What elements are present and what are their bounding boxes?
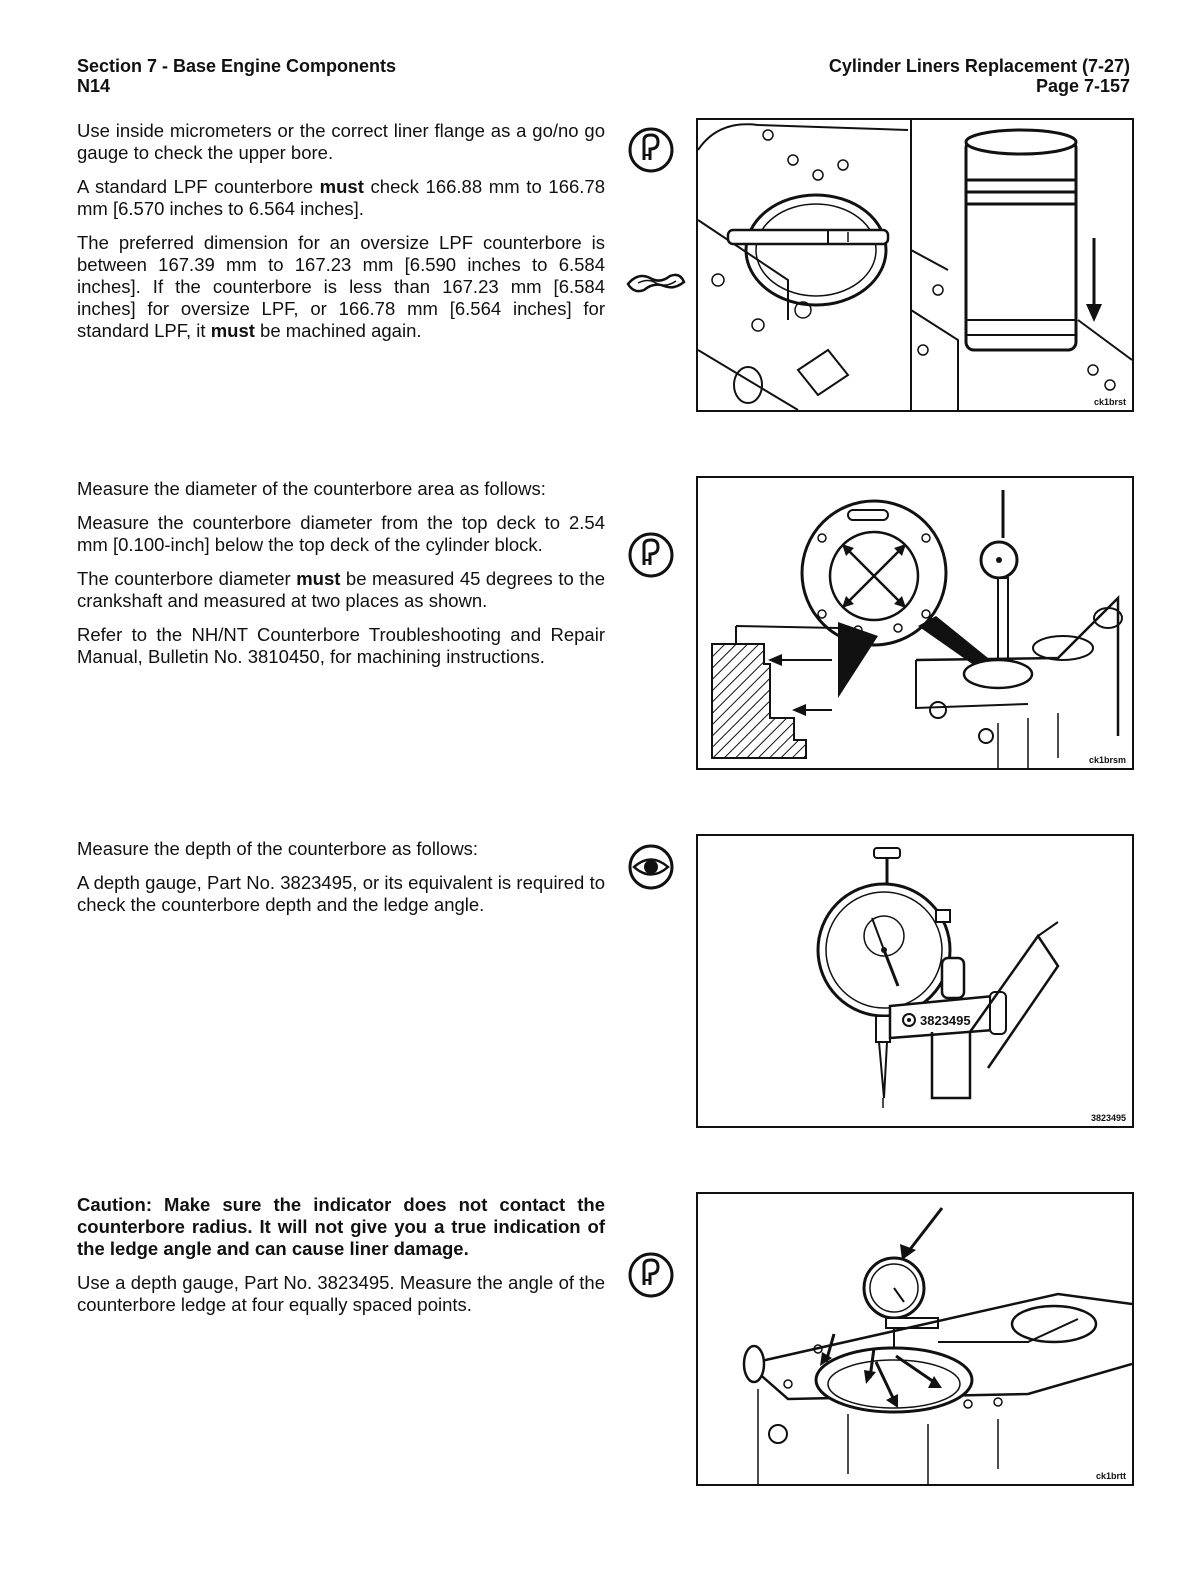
figure-ref-3: 3823495 — [1090, 1113, 1126, 1123]
figure-depth-gauge — [696, 834, 1134, 1128]
measure-icon — [626, 125, 676, 175]
figure-ledge-angle — [696, 1192, 1134, 1486]
inspect-eye-icon — [626, 842, 676, 892]
block2-p1: Measure the diameter of the counterbore area as follows: — [77, 478, 546, 499]
header-left — [77, 56, 396, 96]
gasket-icon — [624, 268, 688, 298]
block2-p3: The counterbore diameter must be measured 45 degrees to the crankshaft and measured at two places as shown. — [77, 568, 605, 611]
figure-counterbore-diameter — [696, 476, 1134, 770]
figure-ref-4: ck1brtt — [1095, 1471, 1126, 1481]
engine-model: N14 — [77, 76, 111, 96]
page-number: Page 7-157 — [1035, 76, 1130, 96]
figure-ref-2: ck1brsm — [1088, 755, 1126, 765]
block1-text — [77, 120, 605, 354]
measure-icon — [626, 1250, 676, 1300]
figure-ref-1: ck1brst — [1093, 397, 1126, 407]
block2-p4: Refer to the NH/NT Counterbore Troubleshooting and Repair Manual, Bulletin No. 3810450, for machining instructions. — [77, 624, 605, 667]
block4-p1: Use a depth gauge, Part No. 3823495. Measure the angle of the counterbore ledge at four equally spaced points. — [77, 1272, 605, 1315]
measure-icon — [626, 530, 676, 580]
liner-illustration — [698, 120, 1132, 410]
ledge-angle-illustration — [698, 1194, 1132, 1484]
header-right — [829, 56, 1130, 96]
block1-p1: Use inside micrometers or the correct liner flange as a go/no go gauge to check the upper bore. — [77, 120, 605, 163]
block3-p1: Measure the depth of the counterbore as follows: — [77, 838, 479, 859]
block2-p2: Measure the counterbore diameter from the top deck to 2.54 mm [0.100-inch] below the top deck of the cylinder block. — [77, 512, 605, 555]
block1-p2: A standard LPF counterbore must check 166.88 mm to 166.78 mm [6.570 inches to 6.564 inches]. — [77, 176, 605, 219]
tool-part-label: 3823495 — [920, 1013, 971, 1028]
figure-liner-install — [696, 118, 1134, 412]
block3-p2: A depth gauge, Part No. 3823495, or its equivalent is required to check the counterbore depth and the ledge angle. — [77, 872, 605, 915]
block3-text — [77, 838, 605, 928]
block2-text — [77, 478, 605, 680]
counterbore-diameter-illustration — [698, 478, 1132, 768]
block4-text — [77, 1194, 605, 1328]
depth-gauge-illustration — [698, 836, 1132, 1126]
section-title: Section 7 - Base Engine Components — [77, 56, 397, 76]
topic-title: Cylinder Liners Replacement (7-27) — [828, 56, 1130, 76]
caution-note: Caution: Make sure the indicator does not contact the counterbore radius. It will not give you a true indication of the ledge angle and can cause liner damage. — [77, 1194, 605, 1259]
block1-p3: The preferred dimension for an oversize LPF counterbore is between 167.39 mm to 167.23 mm [6.590 inches to 6.584 inches]. If the counterbore is less than 167.23 mm [6.584 inches] for oversize LPF, or 166.78 mm [6.564 inches] for standard LPF, it must be machined again. — [77, 232, 605, 341]
